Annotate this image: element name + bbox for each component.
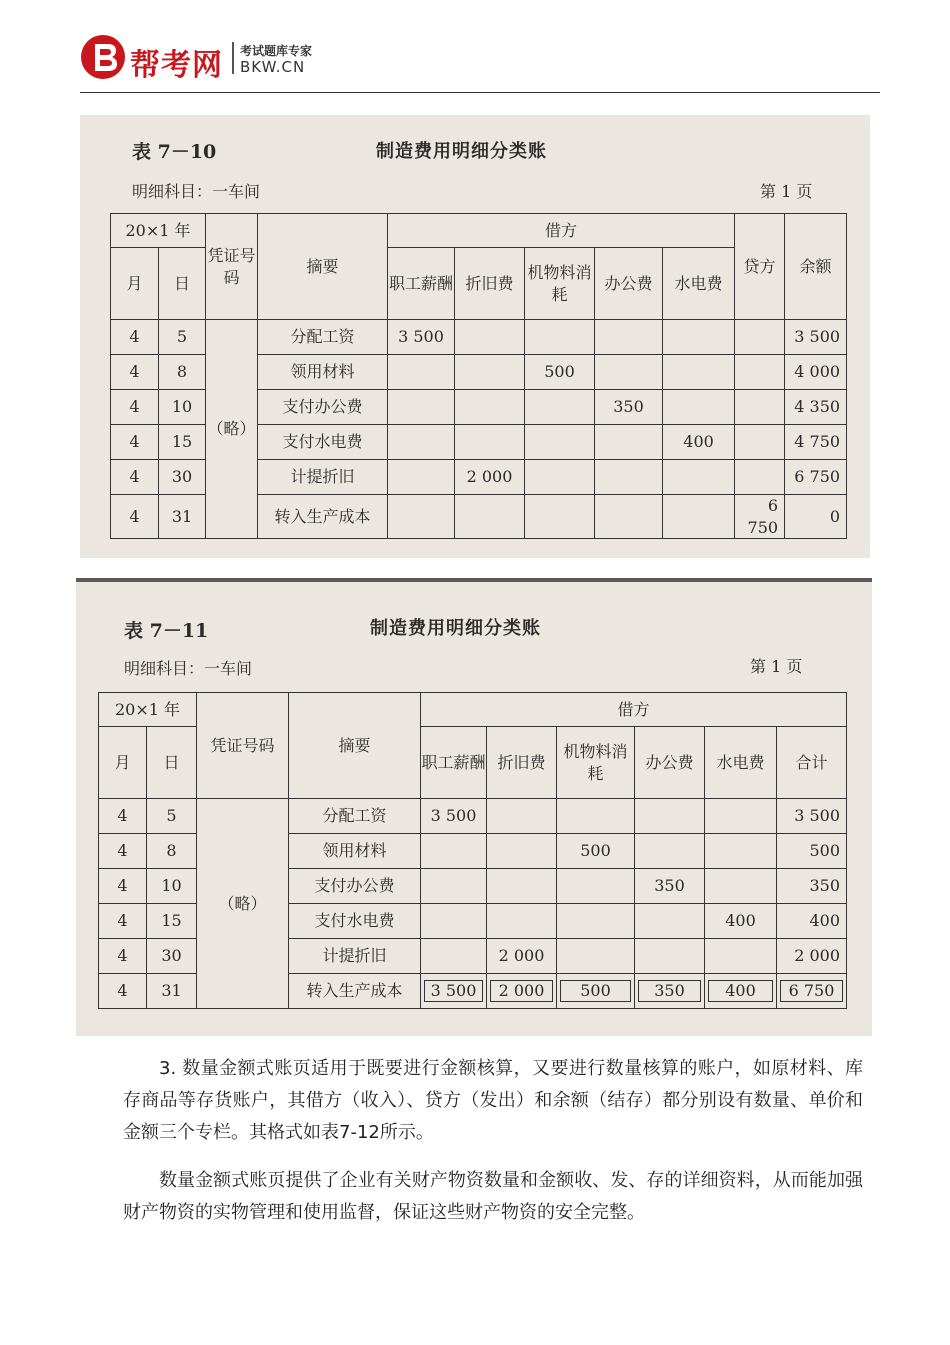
voucher-cell: （略） [197,799,289,1009]
c2-cell [455,390,525,425]
c2-cell [487,974,557,1009]
month-cell: 4 [111,320,159,355]
col-header: 水电费 [663,248,735,320]
ledger-table [110,213,847,539]
c2-cell [455,355,525,390]
c1-cell [388,460,455,495]
scan-edge [76,578,872,582]
credit-cell [735,425,785,460]
c5-cell [663,460,735,495]
c2-cell: 2 000 [487,939,557,974]
day-cell: 5 [147,799,197,834]
c2-cell [487,799,557,834]
month-cell: 4 [99,974,147,1009]
c1-cell [421,834,487,869]
summary-cell: 支付水电费 [289,904,421,939]
c3-cell [557,869,635,904]
total-cell: 3 500 [777,799,847,834]
c4-cell [635,904,705,939]
summary-cell: 支付办公费 [289,869,421,904]
c5-cell [705,974,777,1009]
voucher-header: 凭证号码 [197,693,289,799]
table-row [99,799,847,834]
summary-cell: 计提折旧 [258,460,388,495]
day-cell: 5 [159,320,206,355]
ledger-subject: 明细科目：一车间 [124,659,253,678]
balance-cell: 6 750 [785,460,847,495]
total-cell: 400 [777,904,847,939]
c5-cell [705,869,777,904]
c4-cell: 350 [595,390,663,425]
day-cell: 10 [147,869,197,904]
balance-header: 余额 [785,214,847,320]
c2-cell [487,834,557,869]
day-cell: 30 [147,939,197,974]
total-cell: 350 [777,869,847,904]
month-cell: 4 [99,869,147,904]
voucher-header: 凭证号码 [206,214,258,320]
month-cell: 4 [111,425,159,460]
c2-cell [455,320,525,355]
table-row [111,320,847,355]
c3-cell: 500 [557,834,635,869]
c1-cell [388,495,455,539]
day-cell: 31 [159,495,206,539]
balance-cell: 0 [785,495,847,539]
ledger-page: 第 1 页 [750,657,803,676]
total-cell: 2 000 [777,939,847,974]
summary-cell: 分配工资 [289,799,421,834]
day-header: 日 [159,248,206,320]
balance-cell: 4 000 [785,355,847,390]
paragraph-quantity-amount-benefit: 数量金额式账页提供了企业有关财产物资数量和金额收、发、存的详细资料，从而能加强财产物资的实物管理和使用监督，保证这些财产物资的安全完整。 [123,1170,863,1223]
logo-text: 帮考网 [130,48,223,83]
c1-cell: 3 500 [388,320,455,355]
month-cell: 4 [99,799,147,834]
c3-cell [557,939,635,974]
c4-cell [595,495,663,539]
c3-cell [525,495,595,539]
summary-cell: 分配工资 [258,320,388,355]
credit-cell [735,460,785,495]
page-header [80,30,880,93]
c1-cell [388,390,455,425]
col-header: 办公费 [635,727,705,799]
table-title: 制造费用明细分类账 [376,141,547,162]
logo-tagline: 考试题库专家 [240,44,313,58]
boxed-total-value: 3 500 [424,980,483,1001]
logo-site: BKW.CN [240,58,306,76]
c5-cell [705,799,777,834]
summary-header: 摘要 [289,693,421,799]
credit-cell [735,355,785,390]
c1-cell [388,425,455,460]
c1-cell [421,869,487,904]
c2-cell [487,904,557,939]
summary-cell: 转入生产成本 [258,495,388,539]
col-header: 办公费 [595,248,663,320]
month-cell: 4 [111,495,159,539]
c4-cell [635,834,705,869]
total-cell [777,974,847,1009]
summary-cell: 领用材料 [289,834,421,869]
logo-divider [232,42,234,74]
summary-cell: 计提折旧 [289,939,421,974]
day-cell: 8 [147,834,197,869]
month-header: 月 [111,248,159,320]
col-header: 机物料消耗 [557,727,635,799]
c3-cell [525,425,595,460]
c4-cell [595,425,663,460]
summary-cell: 转入生产成本 [289,974,421,1009]
c5-cell [663,320,735,355]
c4-cell [635,799,705,834]
c5-cell [663,495,735,539]
boxed-total-value: 500 [560,980,631,1001]
c4-cell: 350 [635,869,705,904]
c5-cell: 400 [663,425,735,460]
c4-cell [595,460,663,495]
credit-cell [735,320,785,355]
month-cell: 4 [99,834,147,869]
voucher-cell: （略） [206,320,258,539]
c1-cell: 3 500 [421,799,487,834]
boxed-total-value: 400 [708,980,773,1001]
c1-cell [421,939,487,974]
month-cell: 4 [99,904,147,939]
debit-header: 借方 [421,693,847,727]
c4-cell [595,320,663,355]
boxed-total-value: 2 000 [490,980,553,1001]
c4-cell [595,355,663,390]
ledger-subject: 明细科目：一车间 [132,182,261,201]
col-header: 折旧费 [487,727,557,799]
boxed-total-value: 6 750 [780,980,843,1001]
balance-cell: 3 500 [785,320,847,355]
c2-cell [455,425,525,460]
ledger-table [98,692,847,1009]
c3-cell [557,799,635,834]
c4-cell [635,939,705,974]
c4-cell [635,974,705,1009]
summary-cell: 支付办公费 [258,390,388,425]
col-header: 水电费 [705,727,777,799]
table-label: 表 7－11 [124,620,209,642]
total-cell: 500 [777,834,847,869]
paragraph-quantity-amount: 3. 数量金额式账页适用于既要进行金额核算，又要进行数量核算的账户，如原材料、库存商品等存货账户，其借方（收入）、贷方（发出）和余额（结存）都分别设有数量、单价和金额三个专栏。其格式如表7-12所示。 [123,1058,863,1143]
credit-header: 贷方 [735,214,785,320]
c1-cell [421,974,487,1009]
day-cell: 10 [159,390,206,425]
month-cell: 4 [111,460,159,495]
scan-table-7-10 [80,115,870,558]
month-header: 月 [99,727,147,799]
year-header: 20×1 年 [111,214,206,248]
c3-cell [557,904,635,939]
summary-cell: 支付水电费 [258,425,388,460]
col-header: 职工薪酬 [388,248,455,320]
month-cell: 4 [111,390,159,425]
summary-header: 摘要 [258,214,388,320]
day-cell: 30 [159,460,206,495]
c3-cell [525,320,595,355]
c3-cell: 500 [525,355,595,390]
day-cell: 15 [147,904,197,939]
c2-cell: 2 000 [455,460,525,495]
c1-cell [421,904,487,939]
credit-cell: 6 750 [735,495,785,539]
col-header: 折旧费 [455,248,525,320]
day-cell: 31 [147,974,197,1009]
c5-cell [663,390,735,425]
bkw-logo-icon [80,34,126,80]
boxed-total-value: 350 [638,980,701,1001]
table-title: 制造费用明细分类账 [370,618,541,639]
c3-cell [525,390,595,425]
c5-cell [705,939,777,974]
summary-cell: 领用材料 [258,355,388,390]
table-label: 表 7－10 [132,141,217,163]
c3-cell [557,974,635,1009]
c5-cell [663,355,735,390]
total-header: 合计 [777,727,847,799]
month-cell: 4 [111,355,159,390]
col-header: 职工薪酬 [421,727,487,799]
balance-cell: 4 750 [785,425,847,460]
ledger-page: 第 1 页 [760,182,813,201]
c5-cell: 400 [705,904,777,939]
c1-cell [388,355,455,390]
balance-cell: 4 350 [785,390,847,425]
credit-cell [735,390,785,425]
day-cell: 8 [159,355,206,390]
year-header: 20×1 年 [99,693,197,727]
col-header: 机物料消耗 [525,248,595,320]
c3-cell [525,460,595,495]
day-header: 日 [147,727,197,799]
c5-cell [705,834,777,869]
debit-header: 借方 [388,214,735,248]
c2-cell [455,495,525,539]
scan-table-7-11 [76,578,872,1036]
c2-cell [487,869,557,904]
day-cell: 15 [159,425,206,460]
month-cell: 4 [99,939,147,974]
